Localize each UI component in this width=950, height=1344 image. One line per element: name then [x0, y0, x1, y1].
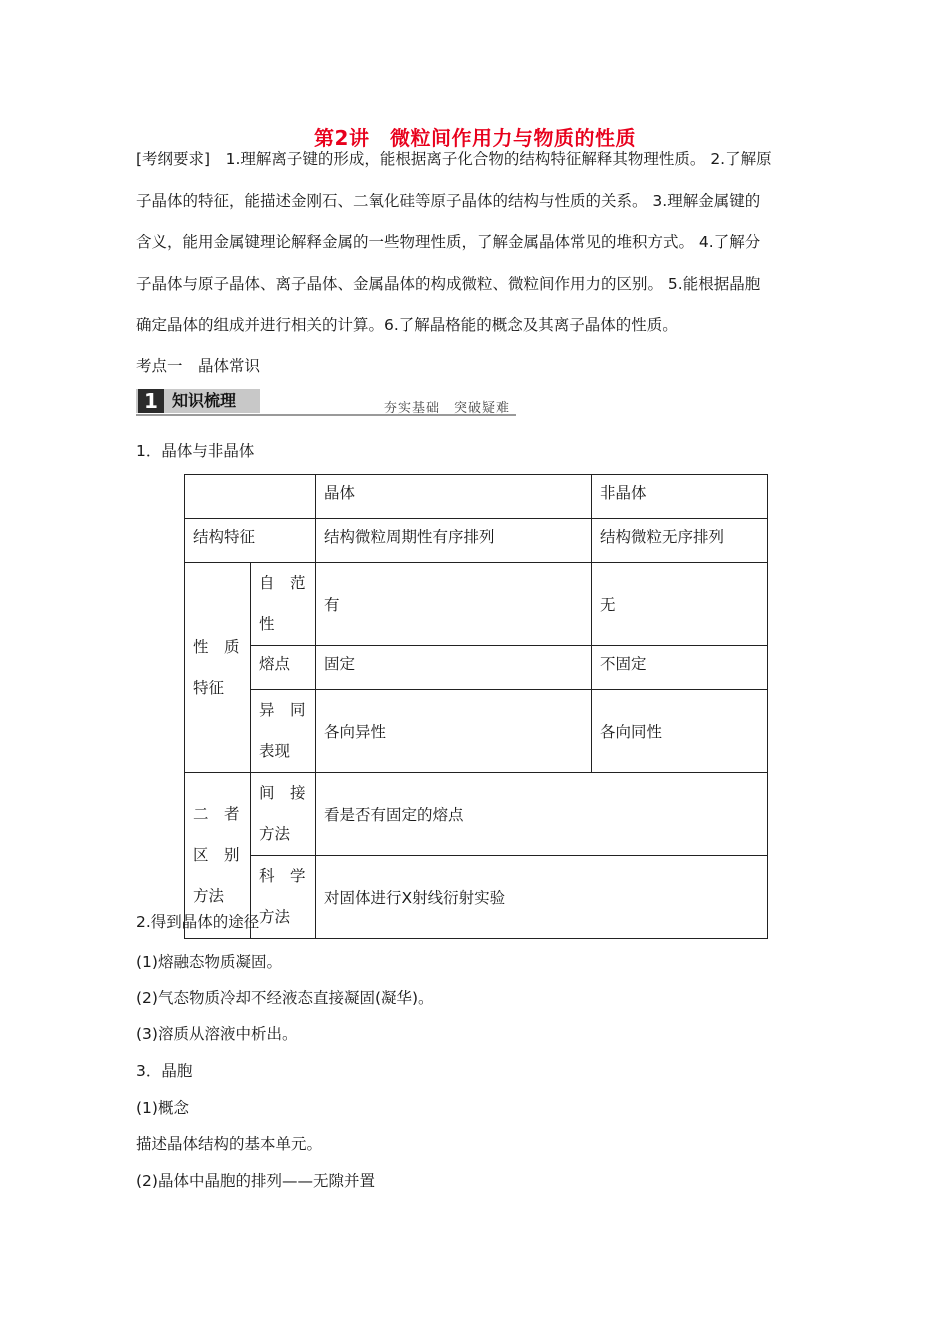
- row-label-line: 表现: [259, 742, 291, 760]
- row-label-line: 方法: [259, 908, 291, 926]
- group-label-line: 二 者: [193, 805, 240, 823]
- row-label-self-shaping: [251, 563, 316, 646]
- heading-unit-cell: 3．晶胞: [136, 1062, 193, 1080]
- lesson-title: 第2讲 微粒间作用力与物质的性质: [314, 126, 636, 150]
- list-item: (1)熔融态物质凝固。: [136, 953, 282, 971]
- arrangement-text: (2)晶体中晶胞的排列——无隙并置: [136, 1172, 375, 1190]
- row-label-line: 方法: [259, 825, 291, 843]
- table-row: [185, 690, 768, 773]
- requirements-line: [考纲要求] 1.理解离子键的形成，能根据离子化合物的结构特征解释其物理性质。 2.了解原: [136, 150, 772, 168]
- group-label-line: 性 质: [193, 637, 240, 656]
- header-empty-cell: [185, 475, 316, 519]
- exam-requirements: [136, 139, 816, 347]
- requirements-line: 子晶体的特征，能描述金刚石、二氧化硅等原子晶体的结构与性质的关系。 3.理解金属键的: [136, 191, 761, 210]
- cell-amorphous: 无: [592, 563, 768, 646]
- requirements-line: 子晶体与原子晶体、离子晶体、金属晶体的构成微粒、微粒间作用力的区别。 5.能根据晶胞: [136, 274, 761, 293]
- cell-method: 对固体进行X射线衍射实验: [316, 856, 768, 939]
- cell-crystal: 固定: [316, 646, 592, 690]
- row-label-line: 异 同: [259, 701, 306, 719]
- concept-text: 描述晶体结构的基本单元。: [136, 1135, 323, 1153]
- table-row: [185, 773, 768, 856]
- row-label-anisotropy: [251, 690, 316, 773]
- cell-amorphous: 各向同性: [592, 690, 768, 773]
- cell-crystal: 各向异性: [316, 690, 592, 773]
- group-label-properties: [185, 563, 251, 773]
- group-label-line: 方法: [193, 887, 225, 905]
- row-label-line: 性: [259, 615, 275, 633]
- table-header-row: [185, 475, 768, 519]
- requirements-line: 含义，能用金属键理论解释金属的一些物理性质，了解金属晶体常见的堆积方式。 4.了解分: [136, 233, 761, 251]
- heading-crystal-vs-amorphous: 1．晶体与非晶体: [136, 442, 255, 460]
- banner-subtitle: 夯实基础 突破疑难: [384, 401, 511, 416]
- row-label-melting-point: 熔点: [251, 646, 316, 690]
- section-heading: 考点一 晶体常识: [136, 357, 261, 375]
- header-crystal: 晶体: [316, 475, 592, 519]
- list-item: (2)气态物质冷却不经液态直接凝固(凝华)。: [136, 989, 434, 1007]
- table-row: [185, 563, 768, 646]
- header-amorphous: 非晶体: [592, 475, 768, 519]
- cell-method: 看是否有固定的熔点: [316, 773, 768, 856]
- table-row: [185, 646, 768, 690]
- cell-amorphous: 结构微粒无序排列: [592, 519, 768, 563]
- row-label-line: 科 学: [259, 867, 306, 885]
- group-label-line: 区 别: [193, 846, 240, 864]
- comparison-table: [184, 474, 768, 939]
- cell-crystal: 结构微粒周期性有序排列: [316, 519, 592, 563]
- banner-title: 知识梳理: [172, 391, 237, 410]
- banner-number: 1: [138, 389, 164, 413]
- row-label-scientific-method: [251, 856, 316, 939]
- knowledge-banner: [136, 389, 516, 417]
- heading-crystal-ways: 2.得到晶体的途径: [136, 913, 260, 931]
- row-label-indirect-method: [251, 773, 316, 856]
- cell-amorphous: 不固定: [592, 646, 768, 690]
- cell-crystal: 有: [316, 563, 592, 646]
- group-label-line: 特征: [193, 678, 225, 697]
- requirements-line: 确定晶体的组成并进行相关的计算。6.了解晶格能的概念及其离子晶体的性质。: [136, 316, 678, 334]
- concept-label: (1)概念: [136, 1099, 189, 1117]
- table-row: [185, 856, 768, 939]
- row-label-structure: 结构特征: [185, 519, 316, 563]
- row-label-line: 自 范: [259, 574, 306, 592]
- table-row: [185, 519, 768, 563]
- list-item: (3)溶质从溶液中析出。: [136, 1025, 298, 1043]
- row-label-line: 间 接: [259, 784, 306, 802]
